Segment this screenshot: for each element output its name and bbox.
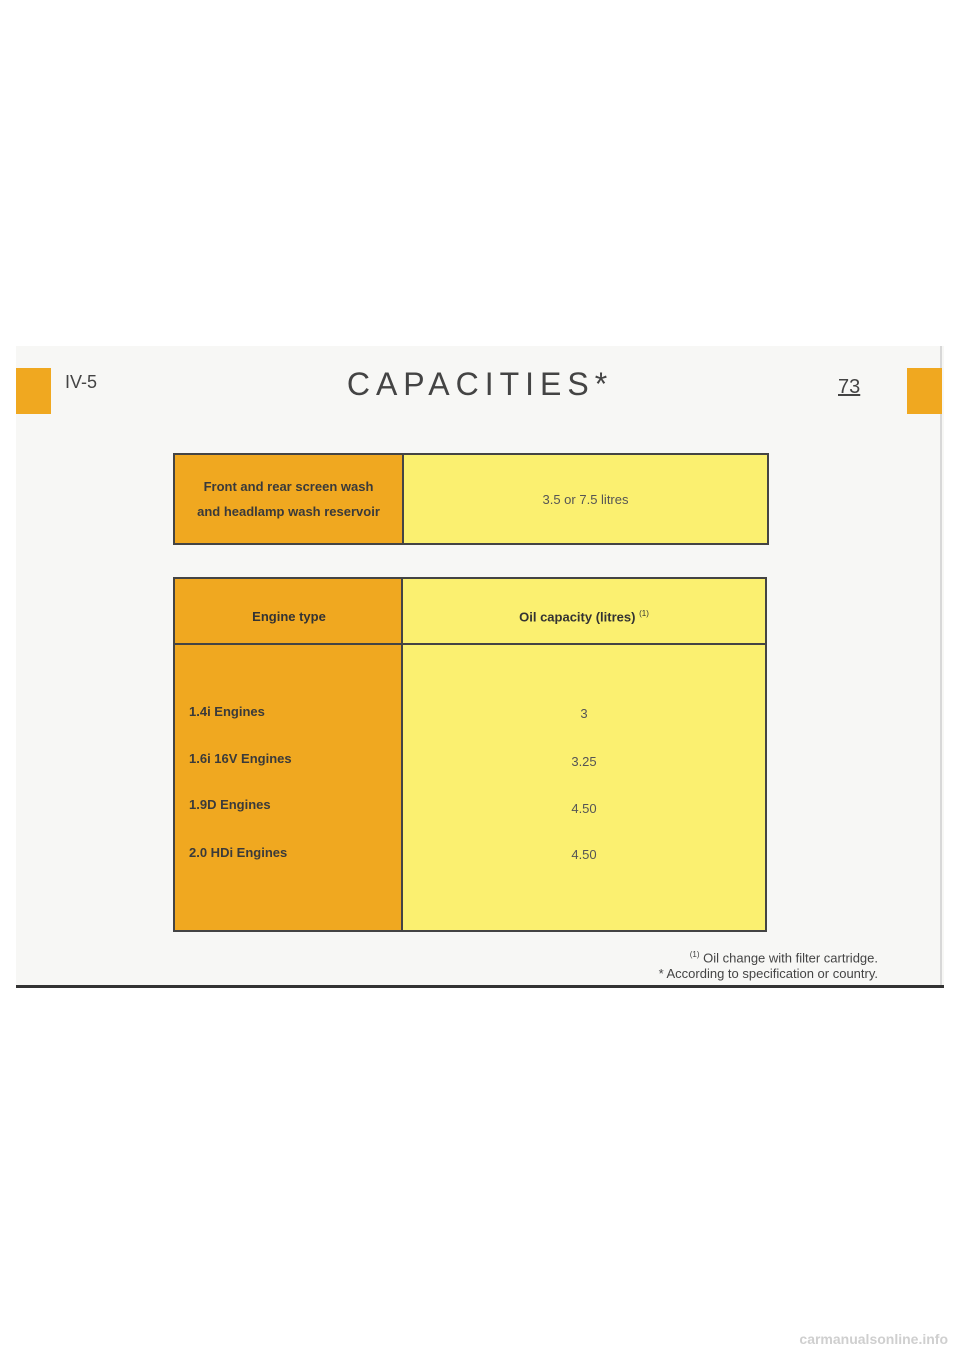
washer-reservoir-table — [173, 453, 769, 545]
table-row-capacity: 3.25 — [571, 754, 597, 769]
washer-label-line2: and headlamp wash reservoir — [197, 504, 380, 519]
footnote-oil-change-text: Oil change with filter cartridge. — [703, 950, 878, 966]
section-tab-left — [16, 368, 51, 414]
table-row-engine: 2.0 HDi Engines — [189, 845, 288, 860]
site-watermark: carmanualsonline.info — [799, 1331, 948, 1347]
table-row-capacity: 4.50 — [571, 801, 597, 816]
page-number: 73 — [838, 376, 861, 398]
washer-label-line1: Front and rear screen wash — [203, 479, 374, 494]
oil-capacity-header — [403, 609, 765, 624]
section-tab-right — [907, 368, 942, 414]
page-bottom-rule — [16, 985, 944, 988]
washer-capacity-value: 3.5 or 7.5 litres — [542, 491, 629, 507]
table-row-capacity: 3 — [580, 706, 588, 721]
footnote-marker: (1) — [689, 950, 700, 959]
table-row-engine: 1.4i Engines — [189, 704, 265, 719]
oil-capacity-header-text: Oil capacity (litres) — [519, 609, 636, 625]
page-right-edge — [940, 346, 942, 988]
table-row-engine: 1.6i 16V Engines — [189, 751, 292, 766]
footnote-oil-change — [690, 950, 878, 965]
table-row-capacity: 4.50 — [571, 847, 597, 862]
oil-capacity-footnote-marker: (1) — [639, 609, 649, 618]
table-header-rule — [175, 643, 765, 645]
footnote-specification: * According to specification or country. — [658, 966, 878, 981]
section-code: IV-5 — [65, 372, 98, 392]
page-title: CAPACITIES* — [346, 366, 614, 402]
engine-type-header: Engine type — [252, 609, 326, 624]
oil-capacity-table — [173, 577, 767, 932]
washer-label-cell — [175, 455, 404, 543]
table-row-engine: 1.9D Engines — [189, 797, 271, 812]
